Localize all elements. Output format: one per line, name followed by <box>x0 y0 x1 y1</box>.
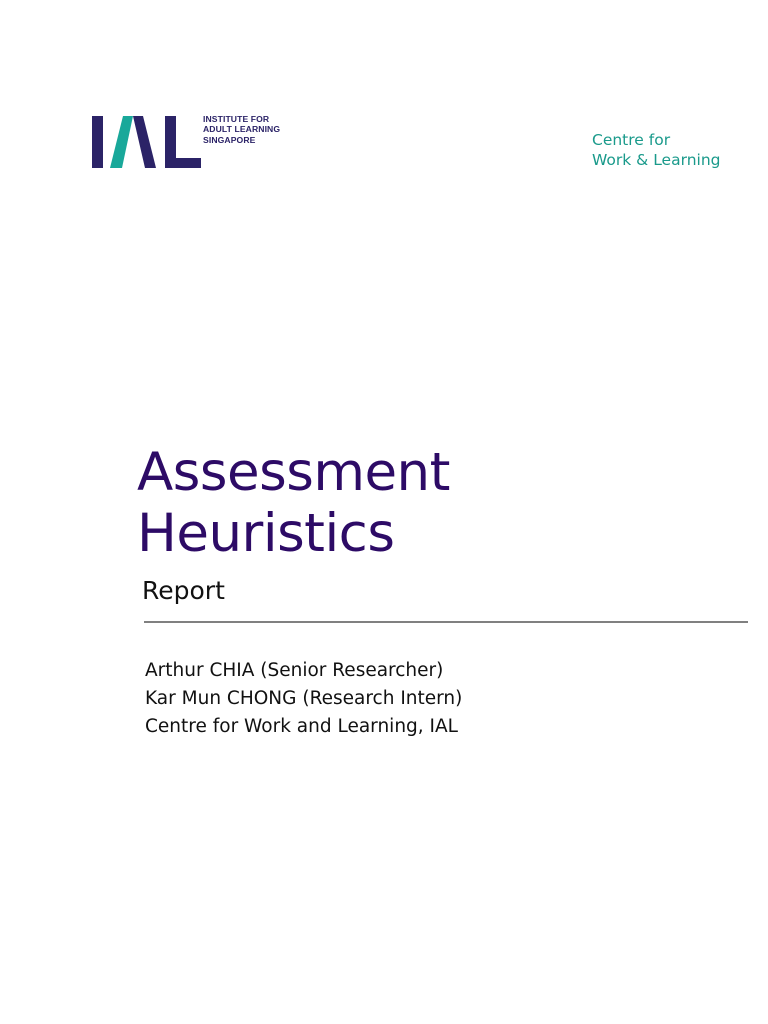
ial-tagline-line-2: ADULT LEARNING <box>203 124 281 135</box>
affiliation-line: Centre for Work and Learning, IAL <box>145 716 458 737</box>
centre-logo-line-1: Centre for <box>592 131 671 149</box>
ial-tagline-line-3: SINGAPORE <box>203 134 256 145</box>
centre-logo <box>592 131 720 170</box>
ial-logo <box>92 113 302 169</box>
author-list <box>145 657 462 741</box>
centre-logo-line-2: Work & Learning <box>592 150 721 169</box>
author-line: Arthur CHIA (Senior Researcher) <box>145 660 444 681</box>
ial-logo-tagline <box>203 114 280 145</box>
report-title-line-2: Heuristics <box>137 503 395 564</box>
report-title-line-1: Assessment <box>137 442 450 503</box>
author-line: Kar Mun CHONG (Research Intern) <box>145 688 463 709</box>
ial-tagline-line-1: INSTITUTE FOR <box>203 114 270 124</box>
report-title <box>137 442 450 564</box>
report-subtitle: Report <box>142 576 225 605</box>
ial-logo-mark-icon <box>92 113 202 169</box>
title-divider <box>144 621 748 623</box>
